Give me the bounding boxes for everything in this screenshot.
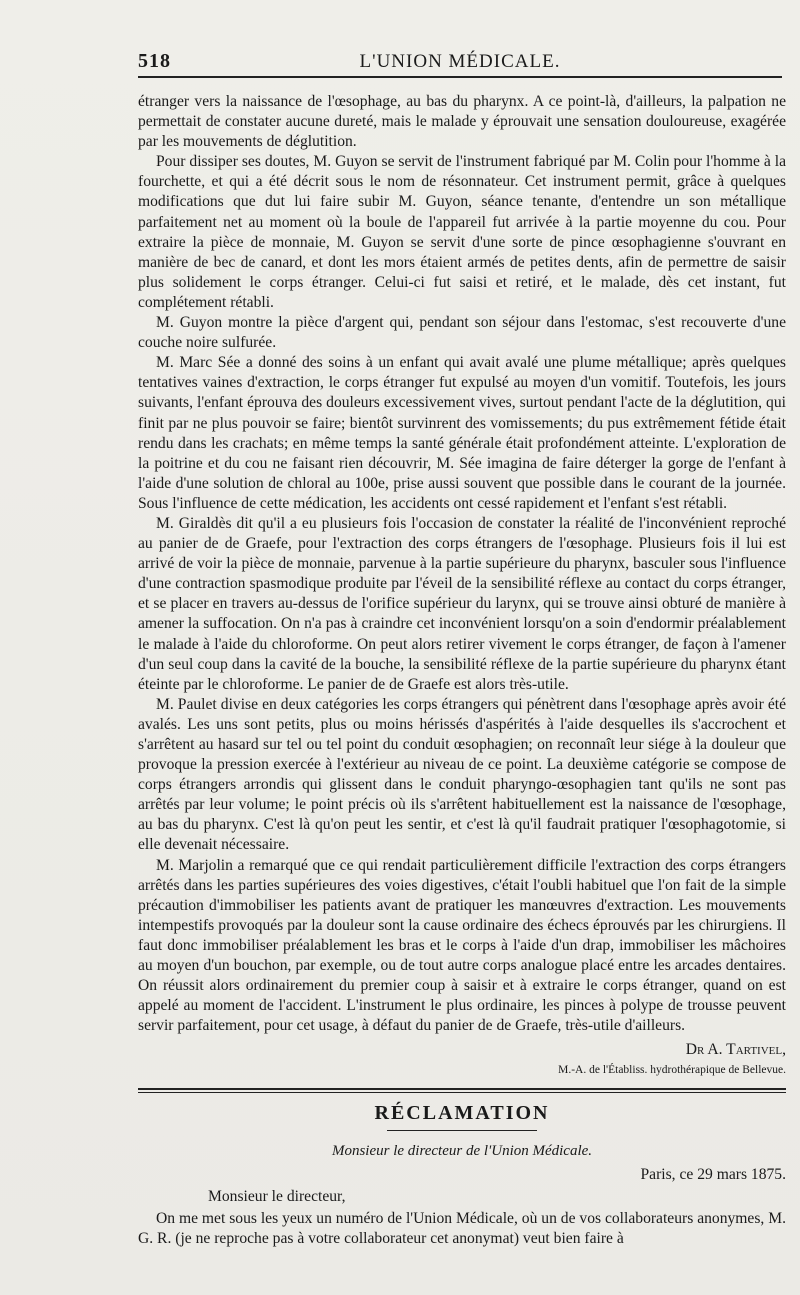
letter-addressee: Monsieur le directeur de l'Union Médicale. — [331, 1142, 593, 1159]
paragraph: M. Giraldès dit qu'il a eu plusieurs fois l'occasion de constater la réalité de l'inconvénient reproché au panier de de Graefe, pour l'extraction des corps étrangers de l'œsophage. Plusieurs fois il lui est arrivé de voir la pièce de monnaie, parvenue à la partie supérieure du pharynx, basculer sous l'influence d'une contraction spasmodique produite par l'éveil de la sensibilité réflexe au contact du corps étranger, et se placer en travers au-dessus de l'orifice supérieur du larynx, qui se trouve ainsi obturé de manière à amener la suffocation. On n'a pas à craindre cet inconvénient lorsqu'on a soin d'endormir préalablement le malade à l'aide du chloroforme. On peut alors retirer vivement le corps étranger, de façon à l'amener d'un seul coup dans la cavité de la bouche, la sensibilité réflexe de la partie supérieure du pharynx étant éteinte par le chloroforme. Le panier de de Graefe est alors très-utile. — [138, 514, 786, 693]
letter-place-date: Paris, ce 29 mars 1875. — [640, 1165, 786, 1183]
paragraph: M. Paulet divise en deux catégories les corps étrangers qui pénètrent dans l'œsophage après avoir été avalés. Les uns sont petits, plus ou moins hérissés d'aspérités à l'aide desquelles ils s'accrochent et s'arrêtent au hasard sur tel ou tel point du conduit œsophagien; on reconnaît leur siége à la douleur que provoque la pression exercée à l'extérieur au niveau de ce point. La deuxième catégorie se compose de corps étrangers arrondis qui glissent dans le conduit pharyngo-œsophagien tant qu'ils ne sont pas arrêtés par leur volume; le point précis où ils s'arrêtent habituellement est la naissance de l'œsophage, au bas du pharynx. C'est là qu'on peut les sentir, et c'est là qu'il faudrait pratiquer l'œsophagotomie, si elle devenait nécessaire. — [138, 695, 786, 854]
paragraph: M. Guyon montre la pièce d'argent qui, pendant son séjour dans l'estomac, s'est recouverte d'une couche noire sulfurée. — [138, 314, 786, 352]
signature-name: Dr A. Tartivel, — [685, 1041, 786, 1059]
page-number: 518 — [138, 50, 171, 72]
section-divider — [138, 1088, 786, 1093]
paragraph: M. Marc Sée a donné des soins à un enfant qui avait avalé une plume métallique; après quelques tentatives vaines d'extraction, le corps étranger fut expulsé au moyen d'un vomitif. Toutefois, les jours suivants, l'enfant éprouva des douleurs excessivement vives, surtout pendant l'acte de la déglutition, qui finit par ne plus pouvoir se faire; bientôt survinrent des vomissements; du pus extrêmement fétide était rendu dans les crachats; en même temps la santé générale était profondément atteinte. L'exploration de la poitrine et du cou ne faisant rien découvrir, M. Sée imagina de faire déterger la gorge de l'enfant à l'aide d'une solution de chloral au 100e, prise aussi souvent que possible dans le courant de la journée. Sous l'influence de cette médication, les accidents ont cessé rapidement et l'enfant s'est rétabli. — [138, 354, 786, 512]
title-rule — [387, 1130, 537, 1131]
paragraph: M. Marjolin a remarqué que ce qui rendait particulièrement difficile l'extraction des corps étrangers arrêtés dans les parties supérieures des voies digestives, c'était l'oubli habituel que l'on fait de la simple précaution d'immobiliser les patients avant de pratiquer les manœuvres d'extraction. Les mouvements intempestifs provoqués par la douleur sont la cause ordinaire des échecs éprouvés par les chirurgiens. Il faut donc immobiliser préalablement les bras et le corps à l'aide d'un drap, immobiliser les mâchoires au moyen d'un bouchon, par exemple, ou de tout autre corps analogue placé entre les arcades dentaires. On réussit alors ordinairement du premier coup à saisir et à extraire le corps étranger, quand on est appelé au moment de l'accident. L'instrument le plus ordinaire, les pinces à polype de trousse peuvent servir parfaitement, pour cet usage, à défaut du panier de de Graefe, très-utile d'ailleurs. — [138, 856, 786, 1035]
article-body — [138, 92, 786, 1249]
paragraph: étranger vers la naissance de l'œsophage, au bas du pharynx. A ce point-là, d'ailleurs, la palpation ne permettait de constater aucune dureté, mais le malade y éprouvait une sensation douloureuse, exagérée par les mouvements de déglutition. — [138, 93, 786, 151]
paragraph: Pour dissiper ses doutes, M. Guyon se servit de l'instrument fabriqué par M. Colin pour l'homme à la fourchette, et qui a été décrit sous le nom de résonnateur. Cet instrument permit, grâce à quelques modifications que dut lui faire subir M. Guyon, séance tenante, d'entendre un son métallique parfaitement net au moment où la boule de l'appareil fut arrivée à la partie moyenne du cou. Pour extraire la pièce de monnaie, M. Guyon se servit d'une sorte de pince œsophagienne s'ouvrant en manière de bec de canard, et dont les mors étaient armés de petites dents, afin de permettre de saisir plus solidement le corps étranger. Celui-ci fut saisi et retiré, et le malade, dès cet instant, fut complétement rétabli. — [138, 153, 786, 311]
running-header — [138, 46, 782, 78]
section-title: RÉCLAMATION — [374, 1102, 550, 1125]
journal-title: L'UNION MÉDICALE. — [359, 51, 561, 72]
letter-salutation: Monsieur le directeur, — [208, 1187, 346, 1205]
letter-text: On me met sous les yeux un numéro de l'Union Médicale, où un de vos collaborateurs anonymes, M. G. R. (je ne reproche pas à votre collaborateur cet anonymat) veut bien faire à — [138, 1209, 786, 1247]
signature-block — [138, 1040, 786, 1080]
signature-affiliation: M.-A. de l'Établiss. hydrothérapique de Bellevue. — [558, 1064, 786, 1077]
